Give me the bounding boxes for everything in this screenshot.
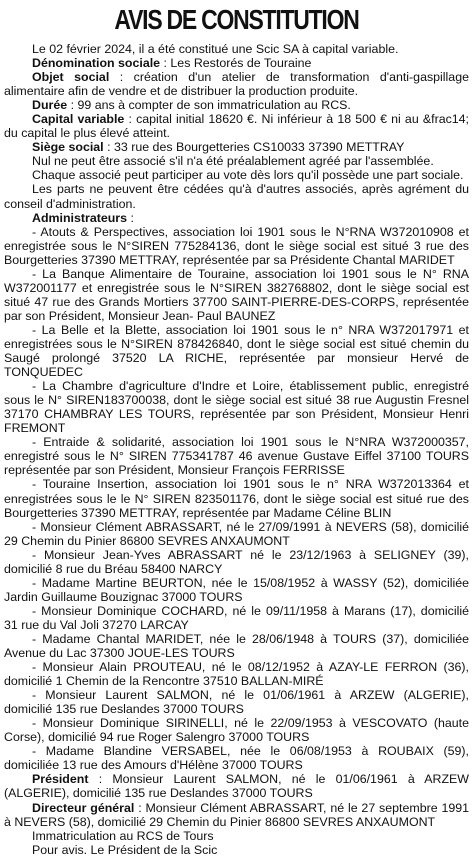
paragraph-text: - Monsieur Laurent SALMON, né le 01/06/1961 à ARZEW (ALGERIE), domicilié 135 rue Deslandes 37000 TOURS xyxy=(4,688,469,717)
paragraph-text: Les parts ne peuvent être cédées qu'à d'autres associés, après agrément du conseil d'administration. xyxy=(4,182,469,211)
paragraph-text: - La Chambre d'agriculture d'Indre et Loire, établissement public, enregistré sous le N° SIREN183700038, dont le siège social est situé 38 rue Augustin Fresnel 37170 CHAMBRAY LES TOURS, représentée par son Président, Monsieur Henri FREMONT xyxy=(4,379,469,436)
notice-paragraph xyxy=(4,112,469,140)
paragraph-lead: Capital variable xyxy=(32,112,125,127)
paragraph-text: : 33 rue des Bourgetteries CS10033 37390 METTRAY xyxy=(107,140,405,155)
notice-paragraph xyxy=(4,688,469,716)
notice-paragraph xyxy=(4,477,469,519)
paragraph-text: - Entraide & solidarité, association loi 1901 sous le N°NRA W372000357, enregistré sous le N° SIREN 775341787 46 avenue Gustave Eiffel 37100 TOURS représentée par son Président, Monsieur François FERRISSE xyxy=(4,435,469,478)
notice-paragraph xyxy=(4,225,469,267)
notice-paragraph xyxy=(4,56,469,70)
paragraph-text: : xyxy=(130,210,134,225)
notice-paragraph xyxy=(4,211,469,225)
paragraph-text: - Monsieur Jean-Yves ABRASSART né le 23/12/1963 à SELIGNEY (39), domicilié 8 rue du Bréau 58400 NARCY xyxy=(4,547,469,576)
paragraph-text: - Monsieur Clément ABRASSART, né le 27/09/1991 à NEVERS (58), domicilié 29 Chemin du Pinier 86800 SEVRES ANXAUMONT xyxy=(4,519,469,548)
notice-paragraph xyxy=(4,98,469,112)
paragraph-lead: Administrateurs xyxy=(32,210,128,225)
notice-paragraph xyxy=(4,829,469,843)
paragraph-text: Immatriculation au RCS de Tours xyxy=(32,828,214,843)
paragraph-text: - Touraine Insertion, association loi 1901 sous le n° NRA W372013364 et enregistrées sous le le N° SIREN 823501176, dont le siège social est situé rue des Bourgetteries 37390 METTRAY, représentée par Madame Céline BLIN xyxy=(4,477,469,520)
notice-paragraph xyxy=(4,154,469,168)
notice-paragraph xyxy=(4,435,469,477)
notice-paragraph xyxy=(4,548,469,576)
notice-paragraph xyxy=(4,843,469,857)
paragraph-text: - La Belle et la Blette, association loi 1901 sous le n° NRA W372017971 et enregistrées sous le N°SIREN 878426840, dont le siège social est situé chemin du Saugé prolongé 37520 LA RICHE, représentée par monsieur Hervé de TONQUEDEC xyxy=(4,322,469,380)
notice-title: AVIS DE CONSTITUTION xyxy=(114,4,359,35)
notice-paragraph xyxy=(4,323,469,379)
notice-paragraph xyxy=(4,716,469,744)
notice-paragraph xyxy=(4,801,469,829)
paragraph-text: : Monsieur Laurent SALMON, né le 01/06/1961 à ARZEW (ALGERIE), domicilié 135 rue Deslandes 37000 TOURS xyxy=(4,772,469,801)
notice-paragraph xyxy=(4,267,469,323)
paragraph-lead: Objet social xyxy=(32,70,110,85)
paragraph-text: : capital initial 18620 €. Ni inférieur à 18 500 € ni au &frac14; du capital le plus élevé atteint. xyxy=(4,112,470,141)
paragraph-lead: Dénomination sociale xyxy=(32,56,161,71)
paragraph-text: - La Banque Alimentaire de Touraine, association loi 1901 sous le N° RNA W372001177 et enregistrée sous le N°SIREN 382768802, dont le siège social est situé 47 rue des Grands Mortiers 37700 SAINT-PIERRE-DES-CORPS, représentée par son Président, Monsieur Jean- Paul BAUNEZ xyxy=(4,266,469,323)
paragraph-text: - Monsieur Dominique COCHARD, né le 09/11/1958 à Marans (17), domicilié 31 rue du Val Joli 37270 LARCAY xyxy=(4,603,469,632)
notice-paragraph xyxy=(4,604,469,632)
paragraph-text: - Monsieur Alain PROUTEAU, né le 08/12/1952 à AZAY-LE FERRON (36), domicilié 1 Chemin de la Rencontre 37510 BALLAN-MIRÉ xyxy=(4,660,469,689)
notice-paragraph xyxy=(4,379,469,435)
notice-paragraph xyxy=(4,182,469,210)
paragraph-text: - Madame Martine BEURTON, née le 15/08/1952 à WASSY (52), domiciliée Jardin Guillaume Bouzignac 37000 TOURS xyxy=(4,575,469,604)
notice-paragraph xyxy=(4,70,469,98)
notice-paragraph xyxy=(4,772,469,800)
paragraph-text: - Madame Blandine VERSABEL, née le 06/08/1953 à ROUBAIX (59), domiciliée 13 rue des Amours d'Hélène 37000 TOURS xyxy=(4,744,469,773)
paragraph-lead: Durée xyxy=(32,98,68,113)
paragraph-lead: Siège social xyxy=(32,140,104,155)
paragraph-lead: Président xyxy=(32,772,89,787)
paragraph-lead: Directeur général xyxy=(32,800,135,815)
notice-paragraph xyxy=(4,140,469,154)
paragraph-text: : Monsieur Clément ABRASSART, né le 27 septembre 1991 à NEVERS (58), domicilié 29 Chemin du Pinier 86800 SEVRES ANXAUMONT xyxy=(4,800,470,829)
notice-paragraph xyxy=(4,168,469,182)
notice-paragraph xyxy=(4,660,469,688)
paragraph-text: Nul ne peut être associé s'il n'a été préalablement agréé par l'assemblée. xyxy=(32,154,434,169)
paragraph-text: Pour avis. Le Président de la Scic xyxy=(32,842,218,857)
notice-paragraph xyxy=(4,632,469,660)
paragraph-text: : 99 ans à compter de son immatriculation au RCS. xyxy=(70,98,351,113)
paragraph-text: - Monsieur Dominique SIRINELLI, né le 22/09/1953 à VESCOVATO (haute Corse), domicilié 94 rue Roger Salengro 37000 TOURS xyxy=(4,716,469,745)
paragraph-text: Chaque associé peut participer au vote dès lors qu'il possède une part sociale. xyxy=(32,168,464,183)
notice-paragraph xyxy=(4,520,469,548)
paragraph-text: - Atouts & Perspectives, association loi 1901 sous le N°RNA W372010908 et enregistrée sous le N°SIREN 775284136, dont le siège social est situé 3 rue des Bourgetteries 37390 METTRAY, représentée par sa Présidente Chantal MARIDET xyxy=(4,224,469,267)
notice-paragraph xyxy=(4,576,469,604)
paragraph-text: Le 02 février 2024, il a été constitué une Scic SA à capital variable. xyxy=(32,42,399,56)
notice-body xyxy=(4,42,469,857)
paragraph-text: : création d'un atelier de transformation d'anti-gaspillage alimentaire afin de vendre et de distribuer la production produite. xyxy=(4,70,469,99)
notice-paragraph xyxy=(4,42,469,56)
paragraph-text: - Madame Chantal MARIDET, née le 28/06/1948 à TOURS (37), domiciliée Avenue du Lac 37300 JOUE-LES TOURS xyxy=(4,631,469,661)
paragraph-text: : Les Restorés de Touraine xyxy=(163,56,312,71)
notice-paragraph xyxy=(4,744,469,772)
